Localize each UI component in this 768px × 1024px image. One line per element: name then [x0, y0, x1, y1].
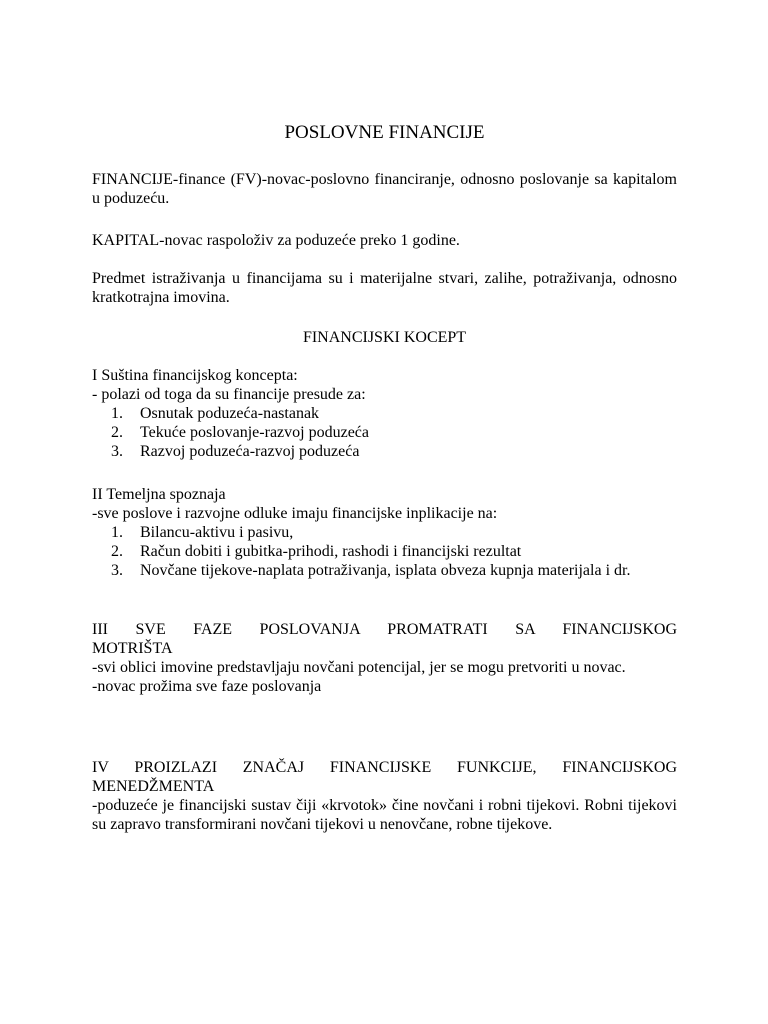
list-text: Bilancu-aktivu i pasivu, [140, 524, 294, 541]
section-4 [92, 758, 677, 834]
section-2 [92, 485, 677, 580]
list-text: Tekuće poslovanje-razvoj poduzeća [140, 424, 369, 441]
list-item [92, 523, 677, 542]
intro-paragraph-financije [92, 170, 677, 208]
list-text: Razvoj poduzeća-razvoj poduzeća [140, 443, 360, 460]
section-3 [92, 620, 677, 696]
list-text: Novčane tijekove-naplata potraživanja, isplata obveza kupnja materijala i dr. [140, 562, 631, 579]
list-item [92, 404, 677, 423]
list-text: Račun dobiti i gubitka-prihodi, rashodi i financijski rezultat [140, 543, 522, 560]
list-number: 3. [111, 443, 123, 460]
section-body: -novac prožima sve faze poslovanja [92, 678, 322, 695]
document-title: POSLOVNE FINANCIJE [284, 122, 485, 143]
section-lead: -sve poslove i razvojne odluke imaju financijske inplikacije na: [92, 505, 498, 522]
list-number: 2. [111, 424, 123, 441]
list-item [92, 561, 677, 580]
list-number: 1. [111, 405, 123, 422]
list-text: Osnutak poduzeća-nastanak [140, 405, 320, 422]
list-item [92, 442, 677, 461]
list-item [92, 542, 677, 561]
section-body: -poduzeće je financijski sustav čiji «krvotok» čine novčani i robni tijekovi. Robni tijekovi su zapravo transformirani novčani tijekovi u nenovčane, robne tijekove. [92, 797, 677, 833]
section-lead: - polazi od toga da su financije presude za: [92, 386, 366, 403]
list-number: 2. [111, 543, 123, 560]
list-number: 3. [111, 562, 123, 579]
section-body: -svi oblici imovine predstavljaju novčani potencijal, jer se mogu pretvoriti u novac. [92, 659, 626, 676]
list-number: 1. [111, 524, 123, 541]
section-heading: I Suština financijskog koncepta: [92, 367, 298, 384]
paragraph-text: Predmet istraživanja u financijama su i materijalne stvari, zalihe, potraživanja, odnosno kratkotrajna imovina. [92, 270, 677, 306]
section-1 [92, 366, 677, 461]
section-subtitle: FINANCIJSKI KOCEPT [302, 329, 467, 346]
list-item [92, 423, 677, 442]
numbered-list [92, 404, 677, 461]
paragraph-text: KAPITAL-novac raspoloživ za poduzeće preko 1 godine. [92, 232, 460, 249]
intro-paragraph-predmet [92, 269, 677, 307]
section-heading: III SVE FAZE POSLOVANJA PROMATRATI SA FINANCIJSKOG [92, 621, 677, 638]
section-heading-continued: MOTRIŠTA [92, 640, 173, 657]
numbered-list [92, 523, 677, 580]
intro-paragraph-kapital [92, 231, 677, 250]
section-heading: II Temeljna spoznaja [92, 486, 226, 503]
section-heading: IV PROIZLAZI ZNAČAJ FINANCIJSKE FUNKCIJE, FINANCIJSKOG [92, 759, 677, 776]
paragraph-text: FINANCIJE-finance (FV)-novac-poslovno financiranje, odnosno poslovanje sa kapitalom u poduzeću. [92, 171, 677, 207]
section-heading-continued: MENEDŽMENTA [92, 778, 215, 795]
